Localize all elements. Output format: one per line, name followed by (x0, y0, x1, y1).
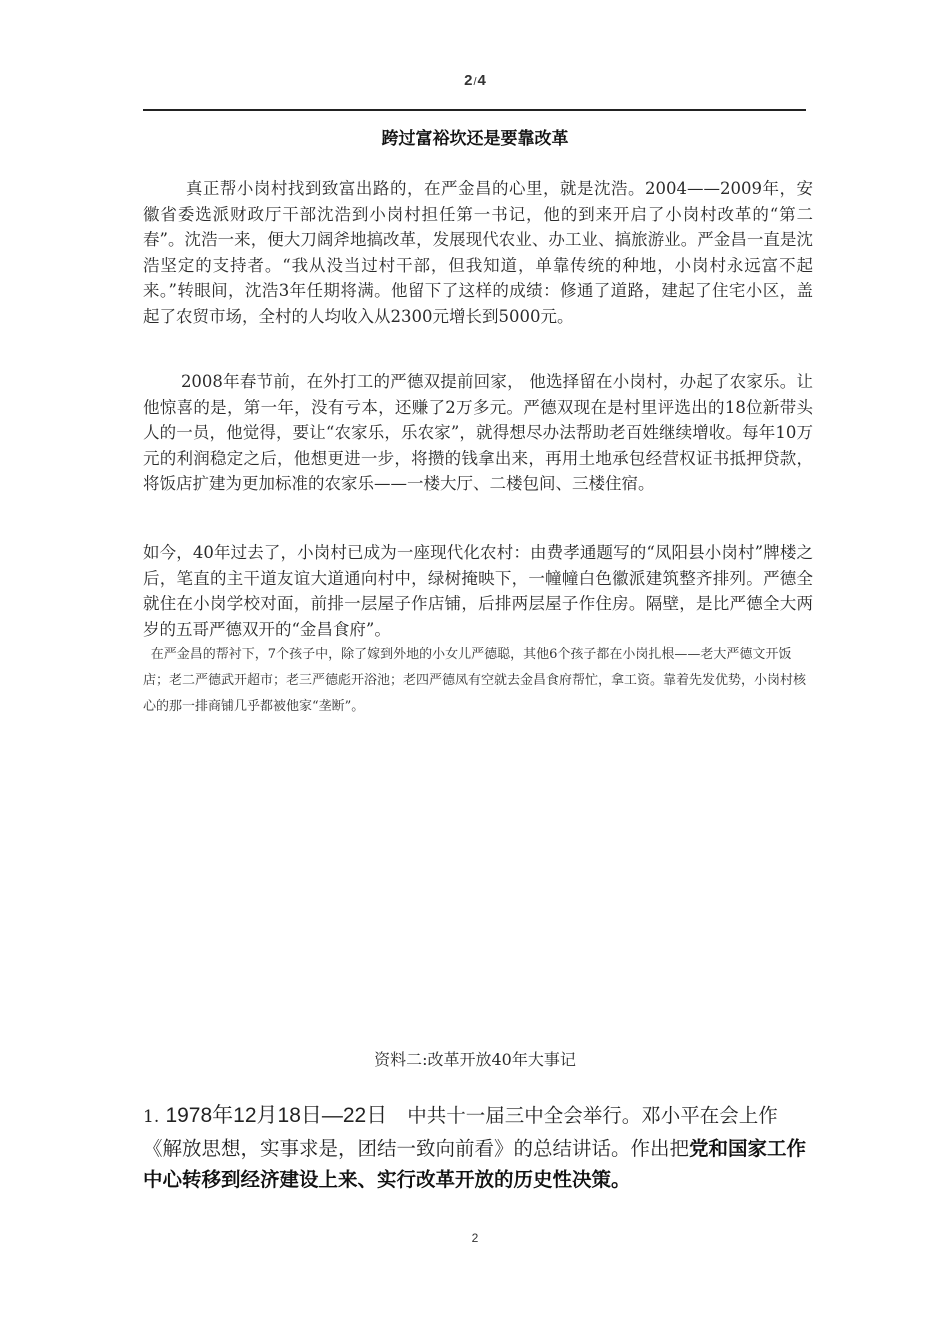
footer-page-number: 2 (471, 1231, 479, 1245)
page-separator: / (473, 76, 477, 88)
total-pages: 4 (477, 72, 486, 89)
event-date: 1978年12月18日—22日 (165, 1104, 388, 1127)
event-item-1 (143, 1100, 813, 1195)
event-text: 中共十一届三中全会举行。邓小平在会上作《解放思想，实事求是，团结一致向前看》的总结讲话。作出把 (143, 1104, 778, 1160)
page-indicator (0, 72, 950, 89)
event-bold-text: 党和国家工作中心转移到经济建设上来、实行改革开放的历史性决策。 (143, 1137, 807, 1191)
material-subtitle: 资料二:改革开放40年大事记 (374, 1050, 576, 1069)
article-paragraph-2: 2008年春节前，在外打工的严德双提前回家， 他选择留在小岗村，办起了农家乐。让他惊喜的是，第一年，没有亏本，还赚了2万多元。严德双现在是村里评选出的18位新带头人的一员，他觉得，要让“农家乐，乐农家”，就得想尽办法帮助老百姓继续增收。每年10万元的利润稳定之后，他想更进一步，将攒的钱拿出来，再用土地承包经营权证书抵押贷款，将饭店扩建为更加标准的农家乐——一楼大厅、二楼包间、三楼住宿。 (143, 372, 813, 493)
article-title: 跨过富裕坎还是要靠改革 (381, 129, 569, 149)
article-paragraph-3: 如今，40年过去了，小岗村已成为一座现代化农村：由费孝通题写的“凤阳县小岗村”牌楼之后，笔直的主干道友谊大道通向村中，绿树掩映下，一幢幢白色徽派建筑整齐排列。严德全就住在小岗学校对面，前排一层屋子作店铺，后排两层屋子作住房。隔壁，是比严德全大两岁的五哥严德双开的“金昌食府”。 (143, 543, 813, 639)
event-number: 1. (143, 1107, 160, 1127)
article-small-paragraph: 在严金昌的帮衬下，7个孩子中，除了嫁到外地的小女儿严德聪，其他6个孩子都在小岗扎根——老大严德文开饭店；老二严德武开超市；老三严德彪开浴池；老四严德凤有空就去金昌食府帮忙，拿工资。靠着先发优势，小岗村核心的那一排商铺几乎都被他家“垄断”。 (143, 647, 807, 714)
article-paragraph-1: 真正帮小岗村找到致富出路的，在严金昌的心里，就是沈浩。2004——2009年，安徽省委选派财政厅干部沈浩到小岗村担任第一书记，他的到来开启了小岗村改革的“第二春”。沈浩一来，便大刀阔斧地搞改革，发展现代农业、办工业、搞旅游业。严金昌一直是沈浩坚定的支持者。“我从没当过村干部，但我知道，单靠传统的种地，小岗村永远富不起来。”转眼间，沈浩3年任期将满。他留下了这样的成绩：修通了道路，建起了住宅小区，盖起了农贸市场，全村的人均收入从2300元增长到5000元。 (143, 179, 813, 326)
current-page: 2 (464, 72, 473, 89)
header-rule (143, 109, 806, 111)
